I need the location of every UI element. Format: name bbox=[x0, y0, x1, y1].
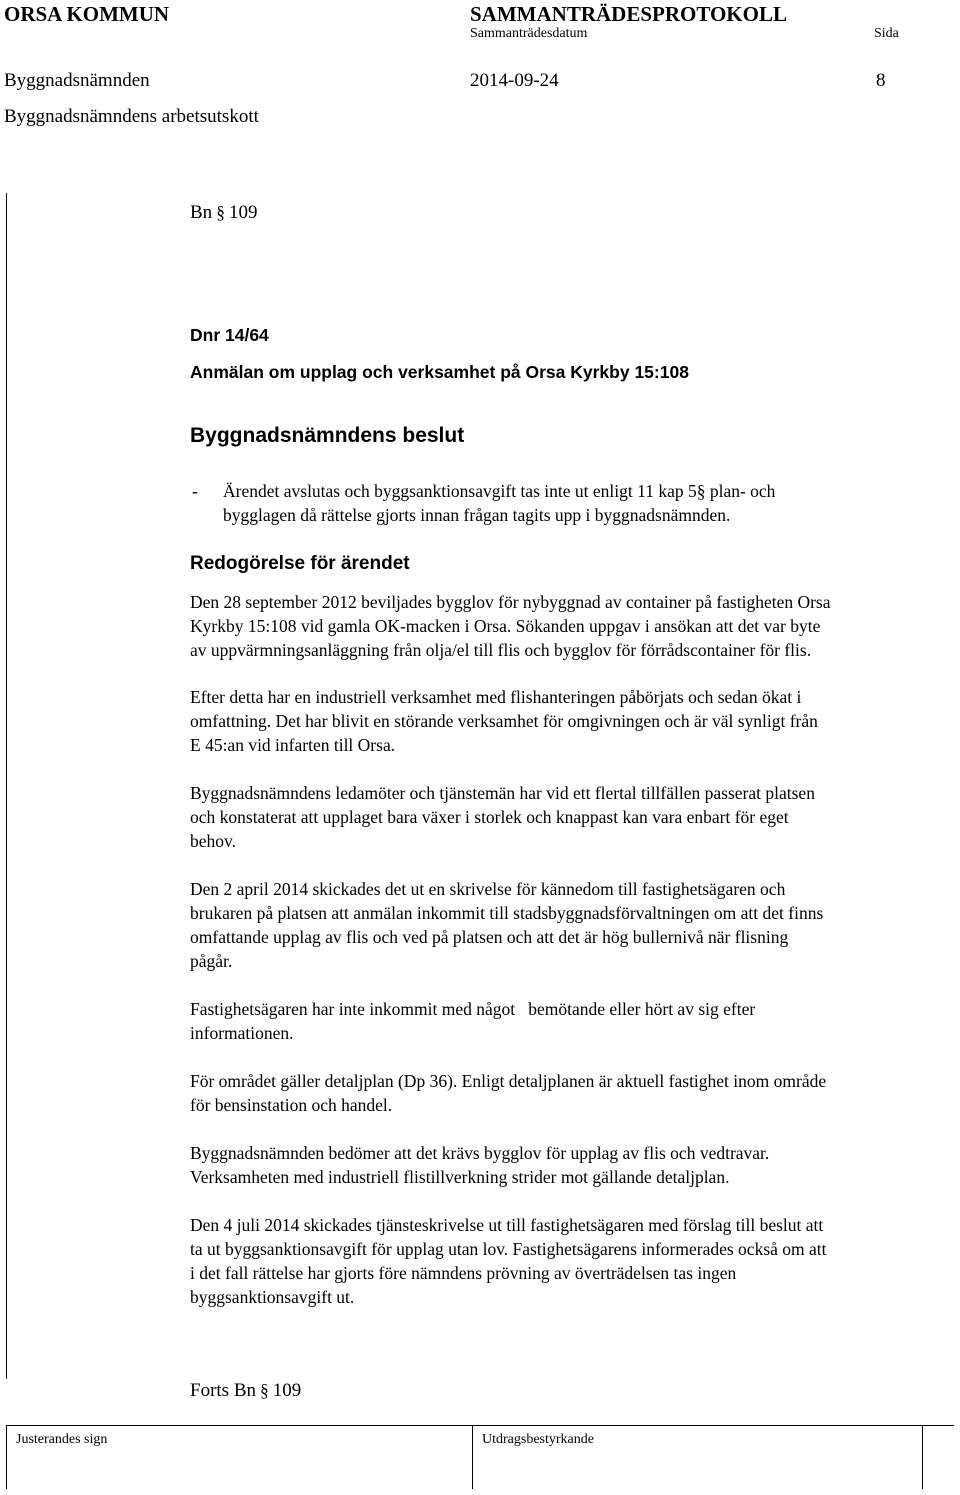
decision-bullet bbox=[190, 479, 950, 527]
paragraph-line: E 45:an vid infarten till Orsa. bbox=[190, 735, 396, 755]
report-paragraph bbox=[190, 877, 950, 973]
case-prefix: Bn bbox=[190, 202, 213, 223]
left-margin-rule bbox=[6, 193, 7, 1379]
paragraph-line: Efter detta har en industriell verksamhet med flishanteringen påbörjats och sedan ökat i bbox=[190, 687, 802, 707]
report-paragraph bbox=[190, 781, 950, 853]
paragraph-line: omfattning. Det har blivit en störande verksamhet för omgivningen och är väl synligt från bbox=[190, 711, 818, 731]
section-symbol: § bbox=[260, 1380, 269, 1400]
section-symbol: § bbox=[216, 202, 225, 222]
report-paragraph bbox=[190, 1069, 950, 1117]
decision-heading: Byggnadsnämndens beslut bbox=[190, 424, 465, 447]
bullet-text bbox=[223, 479, 950, 527]
extract-label: Utdragsbestyrkande bbox=[482, 1432, 594, 1447]
meeting-date: 2014-09-24 bbox=[470, 70, 559, 91]
page-number: 8 bbox=[876, 70, 886, 91]
page-label: Sida bbox=[874, 26, 899, 41]
continuation-number: 109 bbox=[272, 1380, 302, 1401]
bullet-line: Ärendet avslutas och byggsanktionsavgift tas inte ut enligt 11 kap 5§ plan- och bbox=[223, 481, 776, 501]
bullet-line: bygglagen då rättelse gjorts innan frågan tagits upp i byggnadsnämnden. bbox=[223, 505, 731, 525]
paragraph-line: Byggnadsnämnden bedömer att det krävs bygglov för upplag av flis och vedtravar. bbox=[190, 1143, 770, 1163]
paragraph-line: Den 28 september 2012 beviljades bygglov för nybyggnad av container på fastigheten Orsa bbox=[190, 592, 831, 612]
paragraph-line: brukaren på platsen att anmälan inkommit till stadsbyggnadsförvaltningen om att det finns bbox=[190, 903, 824, 923]
paragraph-line: och konstaterat att upplaget bara växer i storlek och knappast kan vara enbart för eget bbox=[190, 807, 789, 827]
paragraph-line: ta ut byggsanktionsavgift för upplag utan lov. Fastighetsägarens informerades också om att bbox=[190, 1239, 827, 1259]
document-type: SAMMANTRÄDESPROTOKOLL bbox=[470, 2, 787, 26]
paragraph-line: Den 2 april 2014 skickades det ut en skrivelse för kännedom till fastighetsägaren och bbox=[190, 879, 786, 899]
paragraph-line: Verksamheten med industriell flistillverkning strider mot gällande detaljplan. bbox=[190, 1167, 730, 1187]
paragraph-line: Byggnadsnämndens ledamöter och tjänstemän har vid ett flertal tillfällen passerat platsen bbox=[190, 783, 815, 803]
paragraph-line: Kyrkby 15:108 vid gamla OK-macken i Orsa. Sökanden uppgav i ansökan att det var byte bbox=[190, 616, 821, 636]
paragraph-line: behov. bbox=[190, 831, 237, 851]
footer-extract-cell bbox=[472, 1425, 473, 1489]
footer-sign-cell bbox=[6, 1425, 7, 1489]
paragraph-line: byggsanktionsavgift ut. bbox=[190, 1287, 355, 1307]
paragraph-line: omfattande upplag av flis och ved på platsen och att det är hög bullernivå när flisning bbox=[190, 927, 789, 947]
footer-rule bbox=[6, 1425, 954, 1426]
report-paragraph bbox=[190, 685, 950, 757]
report-heading: Redogörelse för ärendet bbox=[190, 553, 410, 574]
case-title: Anmälan om upplag och verksamhet på Orsa Kyrkby 15:108 bbox=[190, 362, 689, 382]
case-number bbox=[190, 202, 257, 224]
paragraph-line: För området gäller detaljplan (Dp 36). Enligt detaljplanen är aktuell fastighet inom område bbox=[190, 1071, 827, 1091]
paragraph-line: informationen. bbox=[190, 1023, 294, 1043]
subcommittee-name: Byggnadsnämndens arbetsutskott bbox=[4, 106, 259, 127]
paragraph-line: pågår. bbox=[190, 951, 233, 971]
case-number-value: 109 bbox=[228, 202, 258, 223]
paragraph-line: i det fall rättelse har gjorts före nämndens prövning av överträdelsen tas ingen bbox=[190, 1263, 737, 1283]
continuation-prefix: Forts Bn bbox=[190, 1380, 256, 1401]
report-paragraph bbox=[190, 1213, 950, 1309]
report-paragraph bbox=[190, 590, 950, 662]
continuation-note bbox=[190, 1380, 301, 1402]
footer-right-cell bbox=[922, 1425, 923, 1489]
paragraph-line: Fastighetsägaren har inte inkommit med något bemötande eller hört av sig efter bbox=[190, 999, 756, 1019]
paragraph-line: för bensinstation och handel. bbox=[190, 1095, 393, 1115]
paragraph-line: Den 4 juli 2014 skickades tjänsteskrivelse ut till fastighetsägaren med förslag till beslut att bbox=[190, 1215, 824, 1235]
sign-label: Justerandes sign bbox=[16, 1432, 108, 1447]
committee-name: Byggnadsnämnden bbox=[4, 70, 150, 91]
dnr: Dnr 14/64 bbox=[190, 325, 269, 345]
report-paragraph bbox=[190, 997, 950, 1045]
meeting-date-label: Sammanträdesdatum bbox=[470, 26, 588, 41]
org-name: ORSA KOMMUN bbox=[4, 2, 170, 26]
report-paragraph bbox=[190, 1141, 950, 1189]
bullet-dash: - bbox=[192, 481, 198, 501]
paragraph-line: av uppvärmningsanläggning från olja/el till flis och bygglov för förrådscontainer för flis. bbox=[190, 640, 812, 660]
